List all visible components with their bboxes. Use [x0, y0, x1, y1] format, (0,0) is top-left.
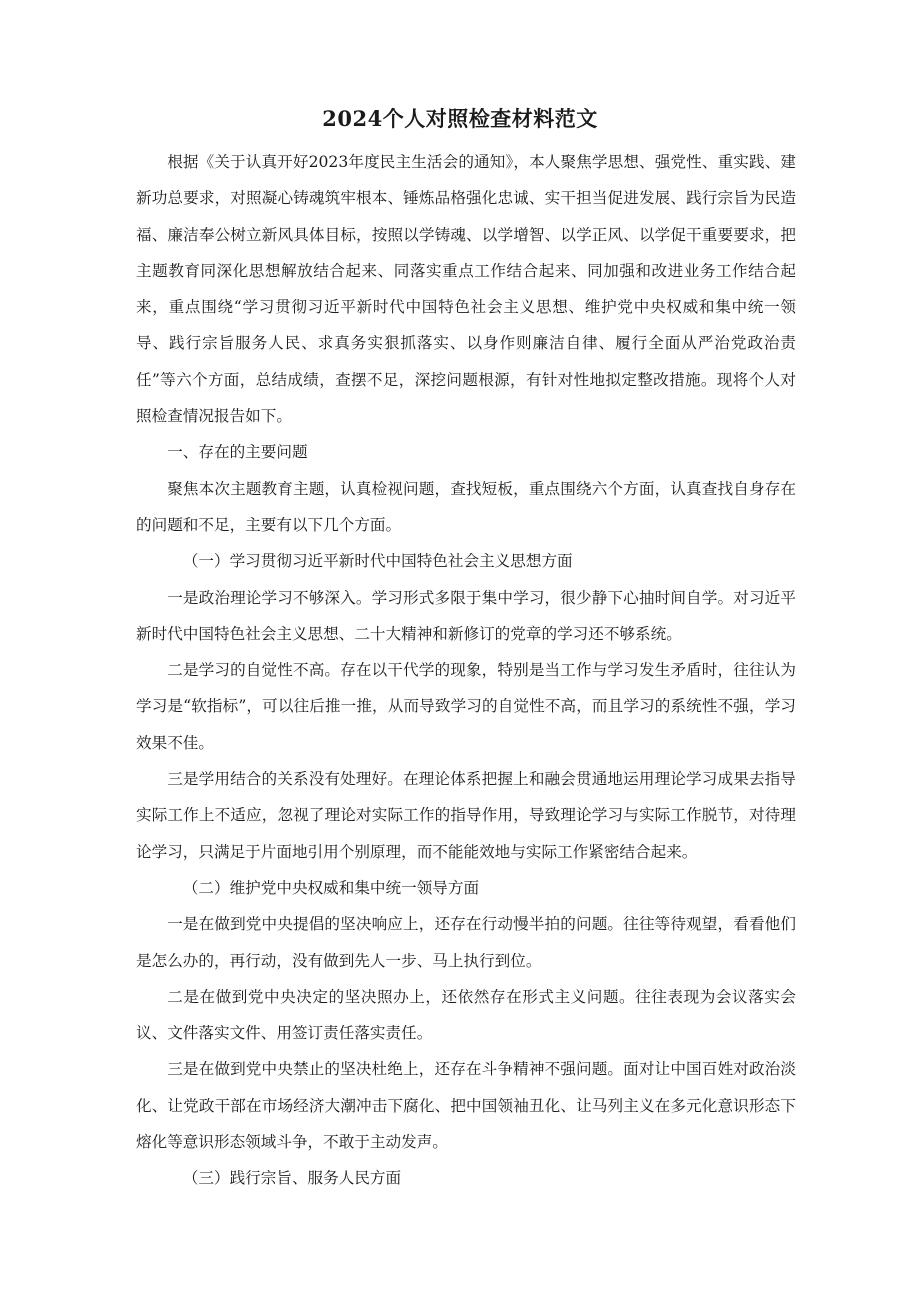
- paragraph: 三是在做到党中央禁止的坚决杜绝上，还存在斗争精神不强问题。面对让中国百姓对政治淡化、让党政干部在市场经济大潮冲击下腐化、把中国领袖丑化、让马列主义在多元化意识形态下熔化等意识形态领域斗争，不敢于主动发声。: [136, 1060, 796, 1152]
- paragraph: 二是在做到党中央决定的坚决照办上，还依然存在形式主义问题。往往表现为会议落实会议、文件落实文件、用签订责任落实责任。: [136, 987, 796, 1043]
- subsection-heading: （一）学习贯彻习近平新时代中国特色社会主义思想方面: [182, 552, 573, 571]
- paragraph: 一是政治理论学习不够深入。学习形式多限于集中学习，很少静下心抽时间自学。对习近平新时代中国特色社会主义思想、二十大精神和新修订的党章的学习还不够系统。: [136, 588, 796, 643]
- paragraph: 二是学习的自觉性不高。存在以干代学的现象，特别是当工作与学习发生矛盾时，往往认为学习是“软指标”，可以往后推一推，从而导致学习的自觉性不高，而且学习的系统性不强，学习效果不佳。: [136, 661, 796, 752]
- paragraph: 根据《关于认真开好2023年度民主生活会的通知》，本人聚焦学思想、强党性、重实践、建新功总要求，对照凝心铸魂筑牢根本、锤炼品格强化忠诚、实干担当促进发展、践行宗旨为民造福、廉洁奉公树立新风具体目标，按照以学铸魂、以学增智、以学正风、以学促干重要要求，把主题教育同深化思想解放结合起来、同落实重点工作结合起来、同加强和改进业务工作结合起来，重点围绕“学习贯彻习近平新时代中国特色社会主义思想、维护党中央权威和集中统一领导、践行宗旨服务人民、求真务实狠抓落实、以身作则廉洁自律、履行全面从严治党政治责任”等六个方面，总结成绩，查摆不足，深挖问题根源，有针对性地拟定整改措施。现将个人对照检查情况报告如下。: [136, 153, 796, 426]
- document-title: 2024个人对照检查材料范文: [322, 106, 598, 131]
- paragraph: 三是学用结合的关系没有处理好。在理论体系把握上和融会贯通地运用理论学习成果去指导实际工作上不适应，忽视了理论对实际工作的指导作用，导致理论学习与实际工作脱节，对待理论学习，只满足于片面地引用个别原理，而不能能效地与实际工作紧密结合起来。: [136, 770, 796, 861]
- subsection-heading: （二）维护党中央权威和集中统一领导方面: [182, 878, 480, 897]
- section-heading: 一、存在的主要问题: [167, 443, 308, 462]
- paragraph: 一是在做到党中央提倡的坚决响应上，还存在行动慢半拍的问题。往往等待观望，看看他们是怎么办的，再行动，没有做到先人一步、马上执行到位。: [136, 915, 796, 970]
- document-body: [136, 144, 796, 1197]
- paragraph: 聚焦本次主题教育主题，认真检视问题，查找短板，重点围绕六个方面，认真查找自身存在的问题和不足，主要有以下几个方面。: [136, 479, 796, 534]
- subsection-heading: （三）践行宗旨、服务人民方面: [182, 1169, 402, 1188]
